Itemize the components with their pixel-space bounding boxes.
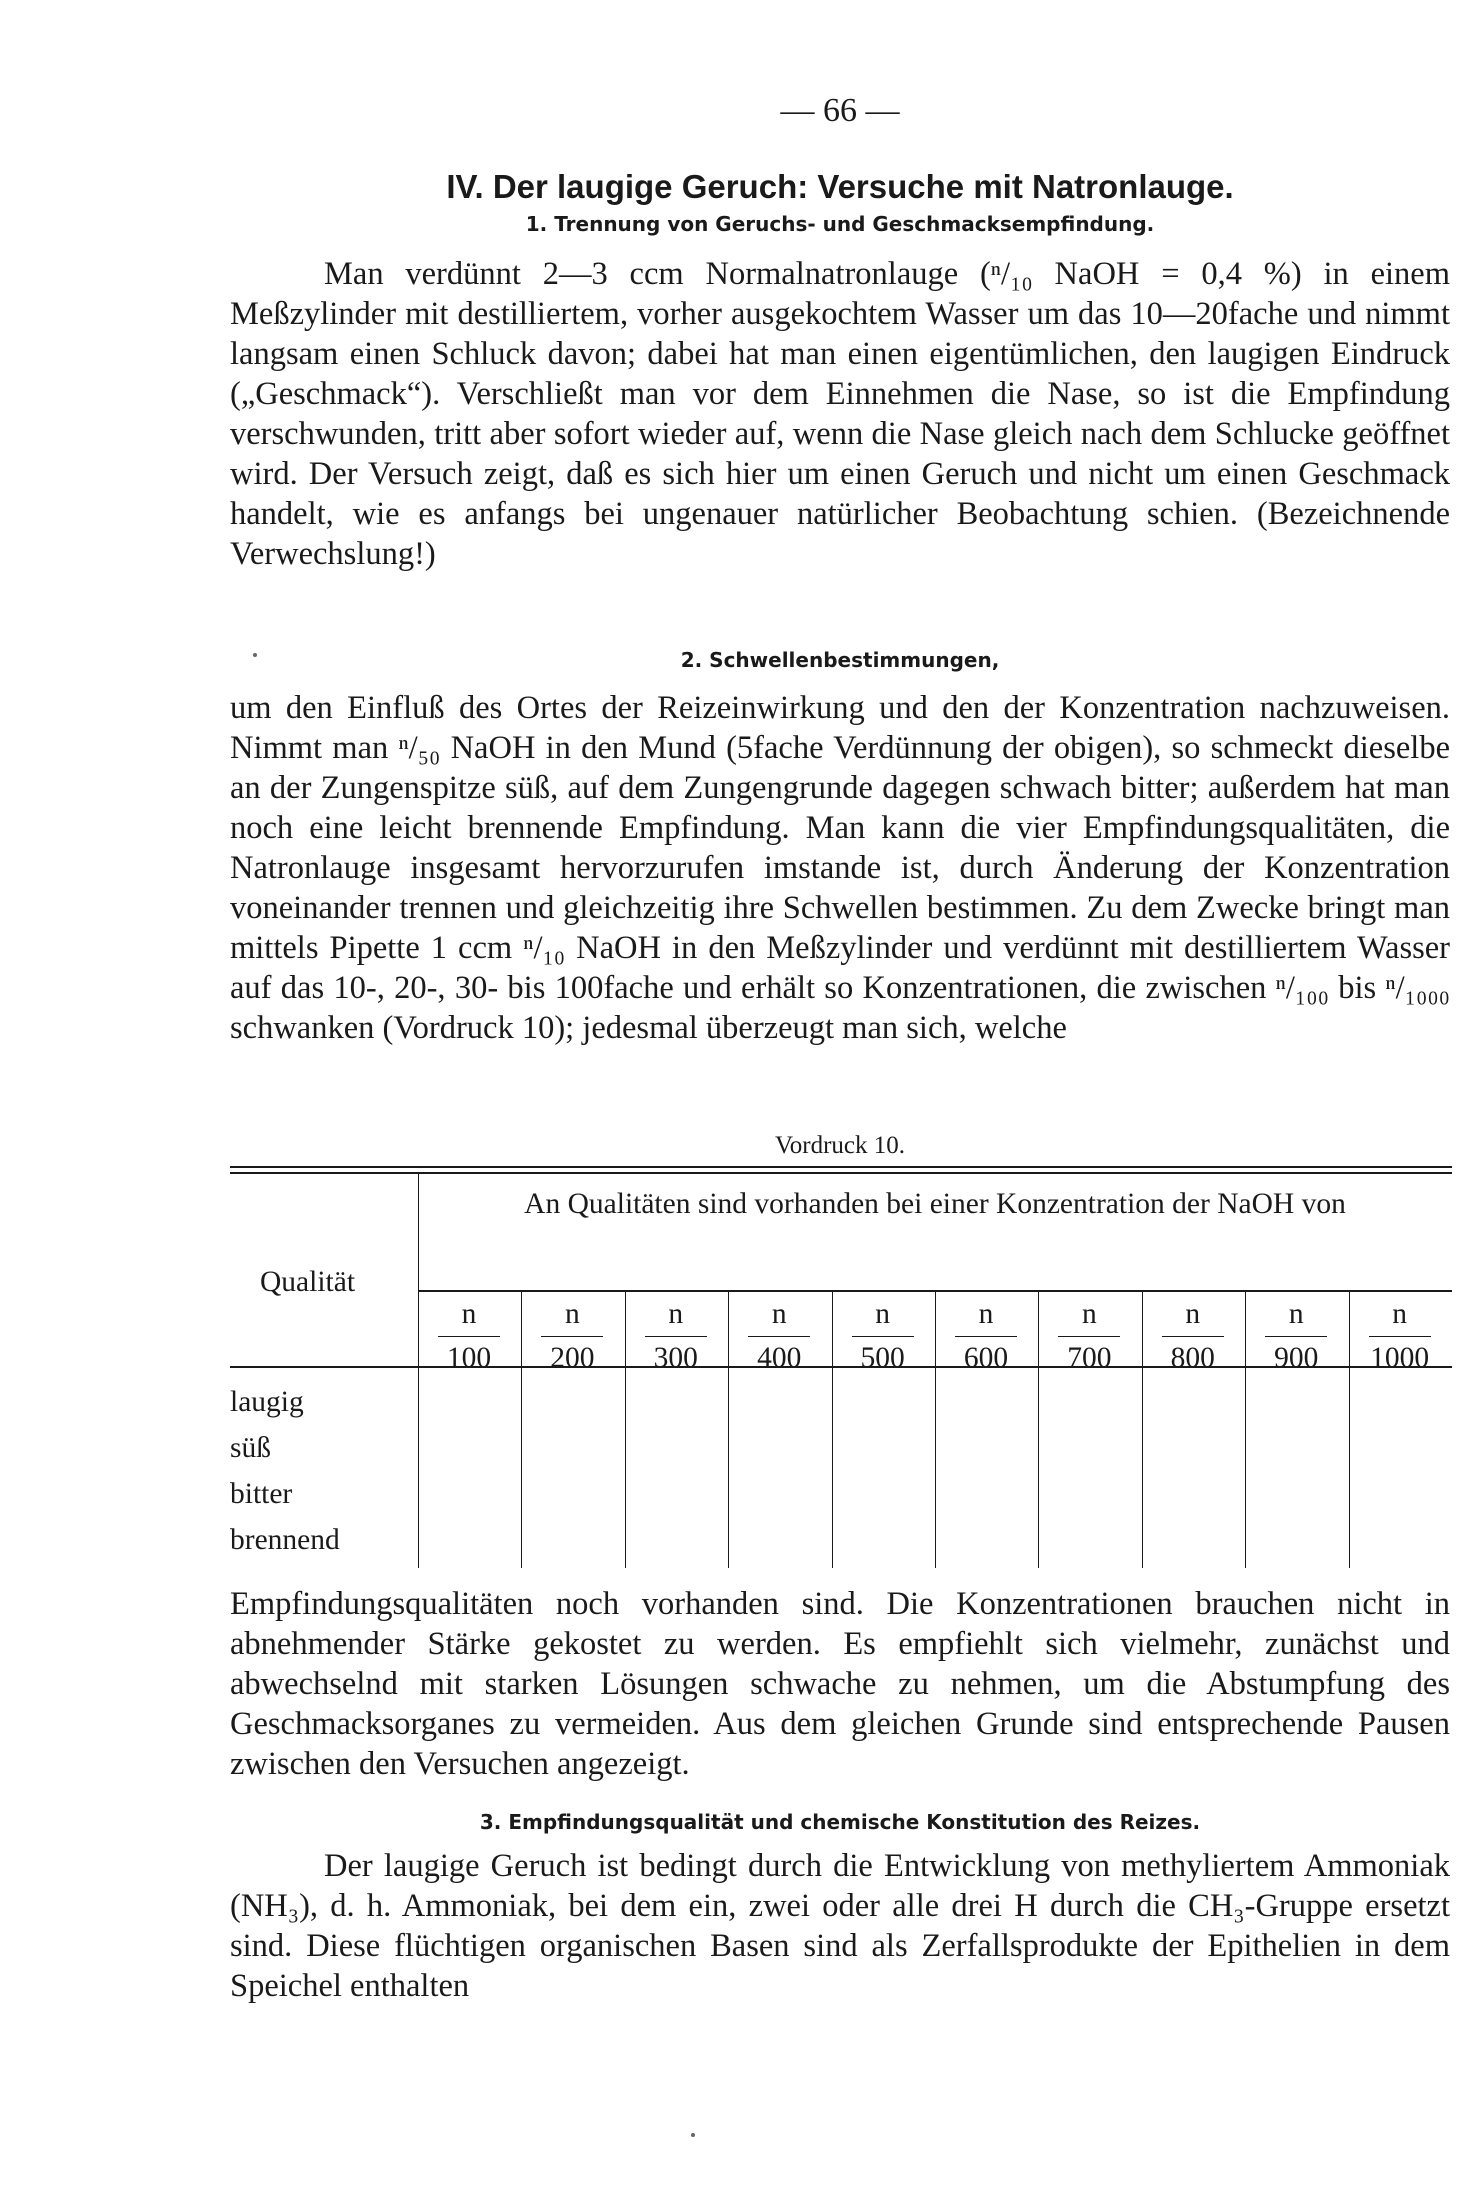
fraction-numerator: n	[978, 1298, 994, 1330]
concentration-column-header	[625, 1292, 727, 1379]
concentration-column-header	[418, 1292, 520, 1379]
row-header: Qualität	[260, 1266, 356, 1298]
concentration-column-header	[832, 1292, 934, 1379]
column-divider	[728, 1290, 729, 1568]
vordruck-form	[230, 1166, 1452, 1568]
fraction-denominator: 1000	[1370, 1342, 1430, 1374]
quality-bitter: bitter	[230, 1478, 293, 1510]
column-divider	[1142, 1290, 1143, 1568]
quality-suess: süß	[230, 1432, 271, 1464]
concentration-column-header	[1142, 1292, 1244, 1379]
fraction-numerator: n	[771, 1298, 787, 1330]
column-divider	[521, 1290, 522, 1568]
fraction-denominator: 200	[550, 1342, 595, 1374]
column-divider	[1245, 1290, 1246, 1568]
fraction-numerator: n	[565, 1298, 580, 1330]
fraction-numerator: n	[1082, 1298, 1097, 1330]
section-3-heading: 3. Empfindungsqualität und chemische Konstitution des Reizes.	[479, 1810, 1201, 1834]
column-caption: An Qualitäten sind vorhanden bei einer Konzentration der NaOH von	[524, 1188, 1346, 1220]
fraction-denominator: 400	[757, 1342, 802, 1374]
form-top-rule	[230, 1166, 1452, 1168]
section-2-paragraph: um den Einfluß des Ortes der Reizeinwirkung und den der Konzentration nachzuweisen. Nimmt man ⁿ/₅₀ NaOH in den Mund (5fache Verdünnung der obigen), so schmeckt dieselbe an der Zungenspitze süß, auf dem Zungengrunde dagegen schwach bitter; außerdem hat man noch eine leicht brennende Empfindung. Man kann die vier Empfindungsqualitäten, die Natronlauge insgesamt hervorzurufen imstande ist, durch Änderung der Konzentration voneinander trennen und gleichzeitig ihre Schwellen bestimmen. Zu dem Zwecke bringt man mittels Pipette 1 ccm ⁿ/₁₀ NaOH in den Meßzylinder und verdünnt mit destilliertem Wasser auf das 10-, 20-, 30- bis 100fache und erhält so Konzentrationen, die zwischen ⁿ/₁₀₀ bis ⁿ/₁₀₀₀ schwanken (Vordruck 10); jedesmal überzeugt man sich, welche	[230, 690, 1450, 1046]
form-caption: Vordruck 10.	[774, 1132, 906, 1159]
concentration-column-header	[1349, 1292, 1451, 1379]
fraction-numerator: n	[1288, 1298, 1304, 1330]
fraction-denominator: 600	[963, 1342, 1009, 1374]
concentration-column-header	[728, 1292, 830, 1379]
chapter-title: IV. Der laugige Geruch: Versuche mit Natronlauge.	[446, 168, 1234, 205]
section-2-heading: 2. Schwellenbestimmungen,	[680, 648, 1000, 672]
quality-brennend: brennend	[230, 1524, 340, 1556]
fraction-numerator: n	[1185, 1298, 1201, 1330]
section-3-paragraph: Der laugige Geruch ist bedingt durch die Entwicklung von methyliertem Ammoniak (NH₃), d. h. Ammoniak, bei dem ein, zwei oder alle drei H durch die CH₃-Gruppe ersetzt sind. Diese flüchtigen organischen Basen sind als Zerfallsprodukte der Epithelien in dem Speichel enthalten	[230, 1848, 1450, 2004]
fraction-denominator: 700	[1067, 1342, 1112, 1374]
column-divider	[935, 1290, 936, 1568]
quality-laugig: laugig	[230, 1386, 304, 1418]
column-divider	[832, 1290, 833, 1568]
fraction-denominator: 800	[1170, 1342, 1215, 1374]
section-1-paragraph: Man verdünnt 2—3 ccm Normalnatronlauge (ⁿ/₁₀ NaOH = 0,4 %) in einem Meßzylinder mit destilliertem, vorher ausgekochtem Wasser um das 10—20fache und nimmt langsam einen Schluck davon; dabei hat man einen eigentümlichen, den laugigen Eindruck („Geschmack“). Verschließt man vor dem Einnehmen die Nase, so ist die Empfindung verschwunden, tritt aber sofort wieder auf, wenn die Nase gleich nach dem Schlucke geöffnet wird. Der Versuch zeigt, daß es sich hier um einen Geruch und nicht um einen Geschmack handelt, wie es anfangs bei ungenauer natürlicher Beobachtung schien. (Bezeichnende Verwechslung!)	[230, 256, 1450, 572]
print-speck	[691, 2133, 695, 2137]
fraction-denominator: 900	[1274, 1342, 1319, 1374]
fraction-numerator: n	[875, 1298, 890, 1330]
concentration-column-header	[1245, 1292, 1347, 1379]
page-number: — 66 —	[780, 92, 900, 129]
section-1-heading: 1. Trennung von Geruchs- und Geschmacksempfindung.	[525, 212, 1155, 236]
column-divider	[1349, 1290, 1350, 1568]
fraction-denominator: 100	[446, 1342, 492, 1374]
section-2-continuation: Empfindungsqualitäten noch vorhanden sind. Die Konzentrationen brauchen nicht in abnehmender Stärke gekostet zu werden. Es empfiehlt sich vielmehr, zunächst und abwechselnd mit starken Lösungen schwache zu nehmen, um die Abstumpfung des Geschmacksorganes zu vermeiden. Aus dem gleichen Grunde sind entsprechende Pausen zwischen den Versuchen angezeigt.	[230, 1586, 1450, 1782]
column-divider	[1038, 1290, 1039, 1568]
fraction-numerator: n	[1392, 1298, 1407, 1330]
fraction-numerator: n	[668, 1298, 684, 1330]
form-top-rule-2	[230, 1172, 1452, 1174]
concentration-column-header	[935, 1292, 1037, 1379]
fraction-denominator: 300	[653, 1342, 698, 1374]
concentration-column-header	[1038, 1292, 1140, 1379]
fraction-numerator: n	[461, 1298, 477, 1330]
column-divider	[625, 1290, 626, 1568]
concentration-column-header	[521, 1292, 623, 1379]
print-speck	[253, 653, 257, 657]
fraction-denominator: 500	[860, 1342, 905, 1374]
